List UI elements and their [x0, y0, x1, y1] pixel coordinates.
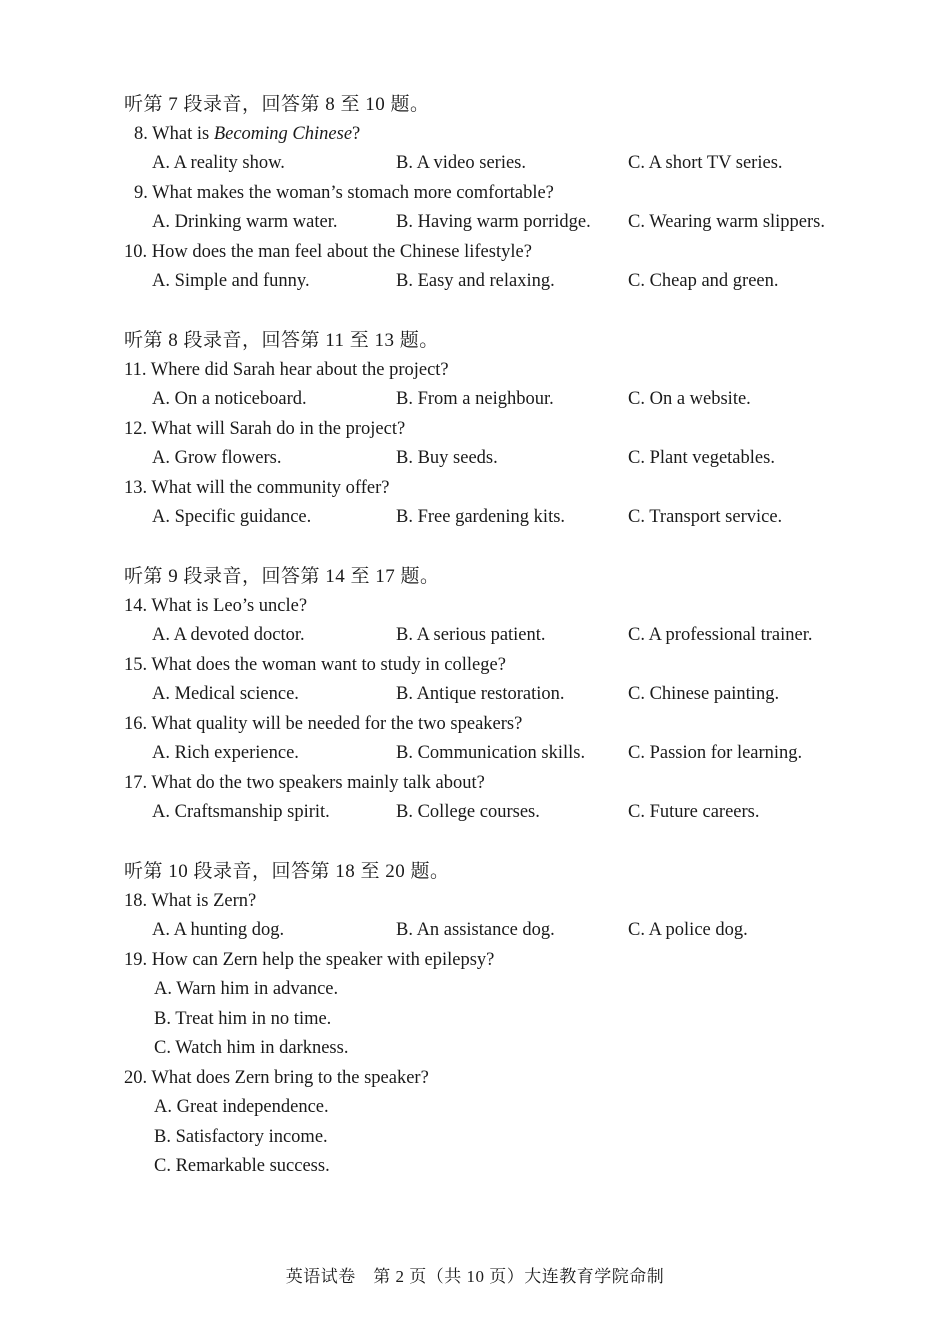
- page-footer: 英语试卷 第 2 页（共 10 页）大连教育学院命制: [285, 1267, 665, 1286]
- option-c: C. Transport service.: [628, 507, 783, 527]
- option-b: B. From a neighbour.: [396, 389, 554, 409]
- option-c: C. Passion for learning.: [628, 743, 803, 763]
- section-9: [124, 562, 844, 828]
- question-options: [124, 149, 844, 179]
- option-c: C. A police dog.: [628, 920, 748, 940]
- question-stem: 9. What makes the woman’s stomach more comfortable?: [134, 182, 554, 203]
- option-a: A. On a noticeboard.: [152, 389, 307, 409]
- question-stem: 12. What will Sarah do in the project?: [124, 418, 406, 439]
- option-a: A. Craftsmanship spirit.: [152, 802, 330, 822]
- question-stem: 19. How can Zern help the speaker with epilepsy?: [124, 949, 495, 970]
- option-b: B. Buy seeds.: [396, 448, 498, 468]
- question-stem: 10. How does the man feel about the Chinese lifestyle?: [124, 241, 532, 262]
- question-options: [124, 680, 844, 710]
- question-stem: 11. Where did Sarah hear about the project?: [124, 359, 449, 380]
- option-a: A. A reality show.: [152, 153, 285, 173]
- question-stem: 15. What does the woman want to study in college?: [124, 654, 506, 675]
- option-b: B. Treat him in no time.: [154, 1008, 332, 1029]
- question-stem: 16. What quality will be needed for the two speakers?: [124, 713, 523, 734]
- question-stem: 18. What is Zern?: [124, 890, 257, 911]
- option-a: A. Simple and funny.: [152, 271, 310, 291]
- section-title: 听第 8 段录音，回答第 11 至 13 题。: [124, 330, 439, 351]
- option-a: A. Grow flowers.: [152, 448, 282, 468]
- section-7: [124, 90, 844, 297]
- option-b: B. A video series.: [396, 153, 527, 173]
- question-options: [124, 916, 844, 946]
- option-c: C. A professional trainer.: [628, 625, 813, 645]
- option-a: A. Drinking warm water.: [152, 212, 338, 232]
- question-stem: 20. What does Zern bring to the speaker?: [124, 1067, 429, 1088]
- option-c: C. Plant vegetables.: [628, 448, 775, 468]
- question-options: [124, 208, 844, 238]
- option-b: B. An assistance dog.: [396, 920, 555, 940]
- option-a: A. Specific guidance.: [152, 507, 312, 527]
- option-b: B. Free gardening kits.: [396, 507, 566, 527]
- option-a: A. A hunting dog.: [152, 920, 285, 940]
- section-10: [124, 857, 844, 1182]
- option-a: A. Medical science.: [152, 684, 299, 704]
- question-options: [124, 444, 844, 474]
- option-c: C. On a website.: [628, 389, 751, 409]
- option-c: C. Cheap and green.: [628, 271, 779, 291]
- question-options: [124, 503, 844, 533]
- question-options: [124, 621, 844, 651]
- section-title: 听第 7 段录音，回答第 8 至 10 题。: [124, 94, 430, 115]
- question-stem: 13. What will the community offer?: [124, 477, 390, 498]
- question-options: [124, 267, 844, 297]
- option-a: A. Rich experience.: [152, 743, 299, 763]
- option-b: B. Antique restoration.: [396, 684, 565, 704]
- option-b: B. Easy and relaxing.: [396, 271, 555, 291]
- question-stem: 8. What is Becoming Chinese?: [134, 123, 361, 144]
- option-a: A. Great independence.: [154, 1097, 329, 1117]
- section-title: 听第 10 段录音，回答第 18 至 20 题。: [124, 861, 450, 882]
- option-b: B. A serious patient.: [396, 625, 546, 645]
- option-c: C. Remarkable success.: [154, 1156, 330, 1176]
- option-b: B. Satisfactory income.: [154, 1126, 328, 1147]
- option-a: A. A devoted doctor.: [152, 625, 305, 645]
- question-options: [124, 798, 844, 828]
- question-options: [124, 739, 844, 769]
- option-b: B. Communication skills.: [396, 743, 586, 763]
- option-c: C. Chinese painting.: [628, 684, 780, 704]
- option-b: B. College courses.: [396, 802, 540, 822]
- option-a: A. Warn him in advance.: [154, 979, 339, 999]
- option-c: C. Future careers.: [628, 802, 760, 822]
- section-title: 听第 9 段录音，回答第 14 至 17 题。: [124, 566, 440, 587]
- option-b: B. Having warm porridge.: [396, 212, 591, 232]
- section-8: [124, 326, 844, 533]
- option-c: C. Wearing warm slippers.: [628, 212, 826, 232]
- question-stem: 17. What do the two speakers mainly talk about?: [124, 772, 485, 793]
- option-c: C. Watch him in darkness.: [154, 1038, 349, 1058]
- question-options: [124, 385, 844, 415]
- question-stem: 14. What is Leo’s uncle?: [124, 595, 308, 616]
- option-c: C. A short TV series.: [628, 153, 783, 173]
